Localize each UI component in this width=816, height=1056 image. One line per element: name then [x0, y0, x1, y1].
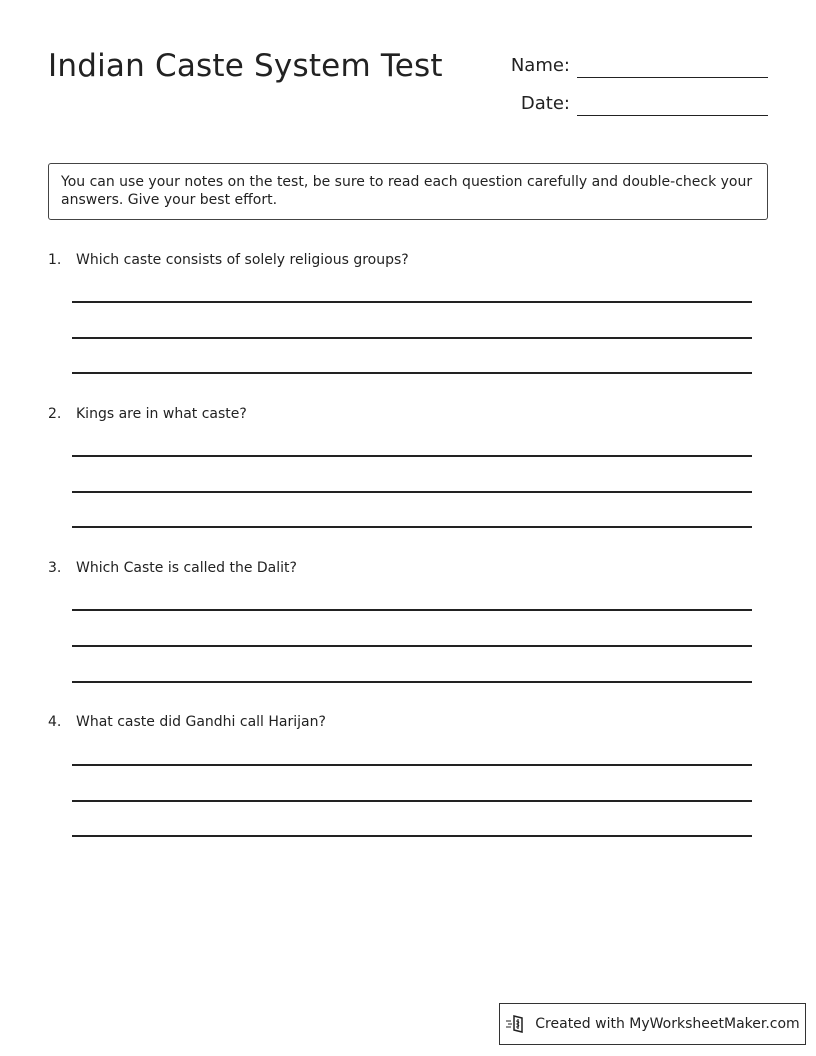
worksheet-maker-logo-icon: [505, 1013, 527, 1035]
page-title: Indian Caste System Test: [48, 48, 443, 84]
question-item: [48, 406, 752, 422]
question-number: 1.: [48, 252, 62, 268]
answer-line: [72, 764, 752, 766]
answer-line: [72, 681, 752, 683]
question-item: [48, 714, 752, 730]
answer-line: [72, 491, 752, 493]
date-field: [500, 88, 768, 118]
footer-text: Created with MyWorksheetMaker.com: [535, 1016, 800, 1032]
instructions-box: You can use your notes on the test, be sure to read each question carefully and double-check your answers. Give your best effort.: [48, 163, 768, 220]
question-text: Which Caste is called the Dalit?: [76, 560, 297, 576]
answer-line: [72, 372, 752, 374]
name-label: Name:: [510, 55, 570, 76]
question-text: Kings are in what caste?: [76, 406, 247, 422]
question-number: 2.: [48, 406, 62, 422]
answer-line: [72, 301, 752, 303]
answer-line: [72, 455, 752, 457]
answer-line: [72, 645, 752, 647]
answer-line: [72, 526, 752, 528]
question-item: [48, 252, 752, 268]
question-number: 3.: [48, 560, 62, 576]
question-item: [48, 560, 752, 576]
question-text: What caste did Gandhi call Harijan?: [76, 714, 326, 730]
date-line: [577, 115, 768, 116]
question-text: Which caste consists of solely religious groups?: [76, 252, 409, 268]
name-line: [577, 77, 768, 78]
question-number: 4.: [48, 714, 62, 730]
footer-credit: [499, 1003, 806, 1045]
answer-line: [72, 337, 752, 339]
answer-line: [72, 800, 752, 802]
name-field: [500, 50, 768, 80]
date-label: Date:: [520, 93, 570, 114]
answer-line: [72, 609, 752, 611]
answer-line: [72, 835, 752, 837]
